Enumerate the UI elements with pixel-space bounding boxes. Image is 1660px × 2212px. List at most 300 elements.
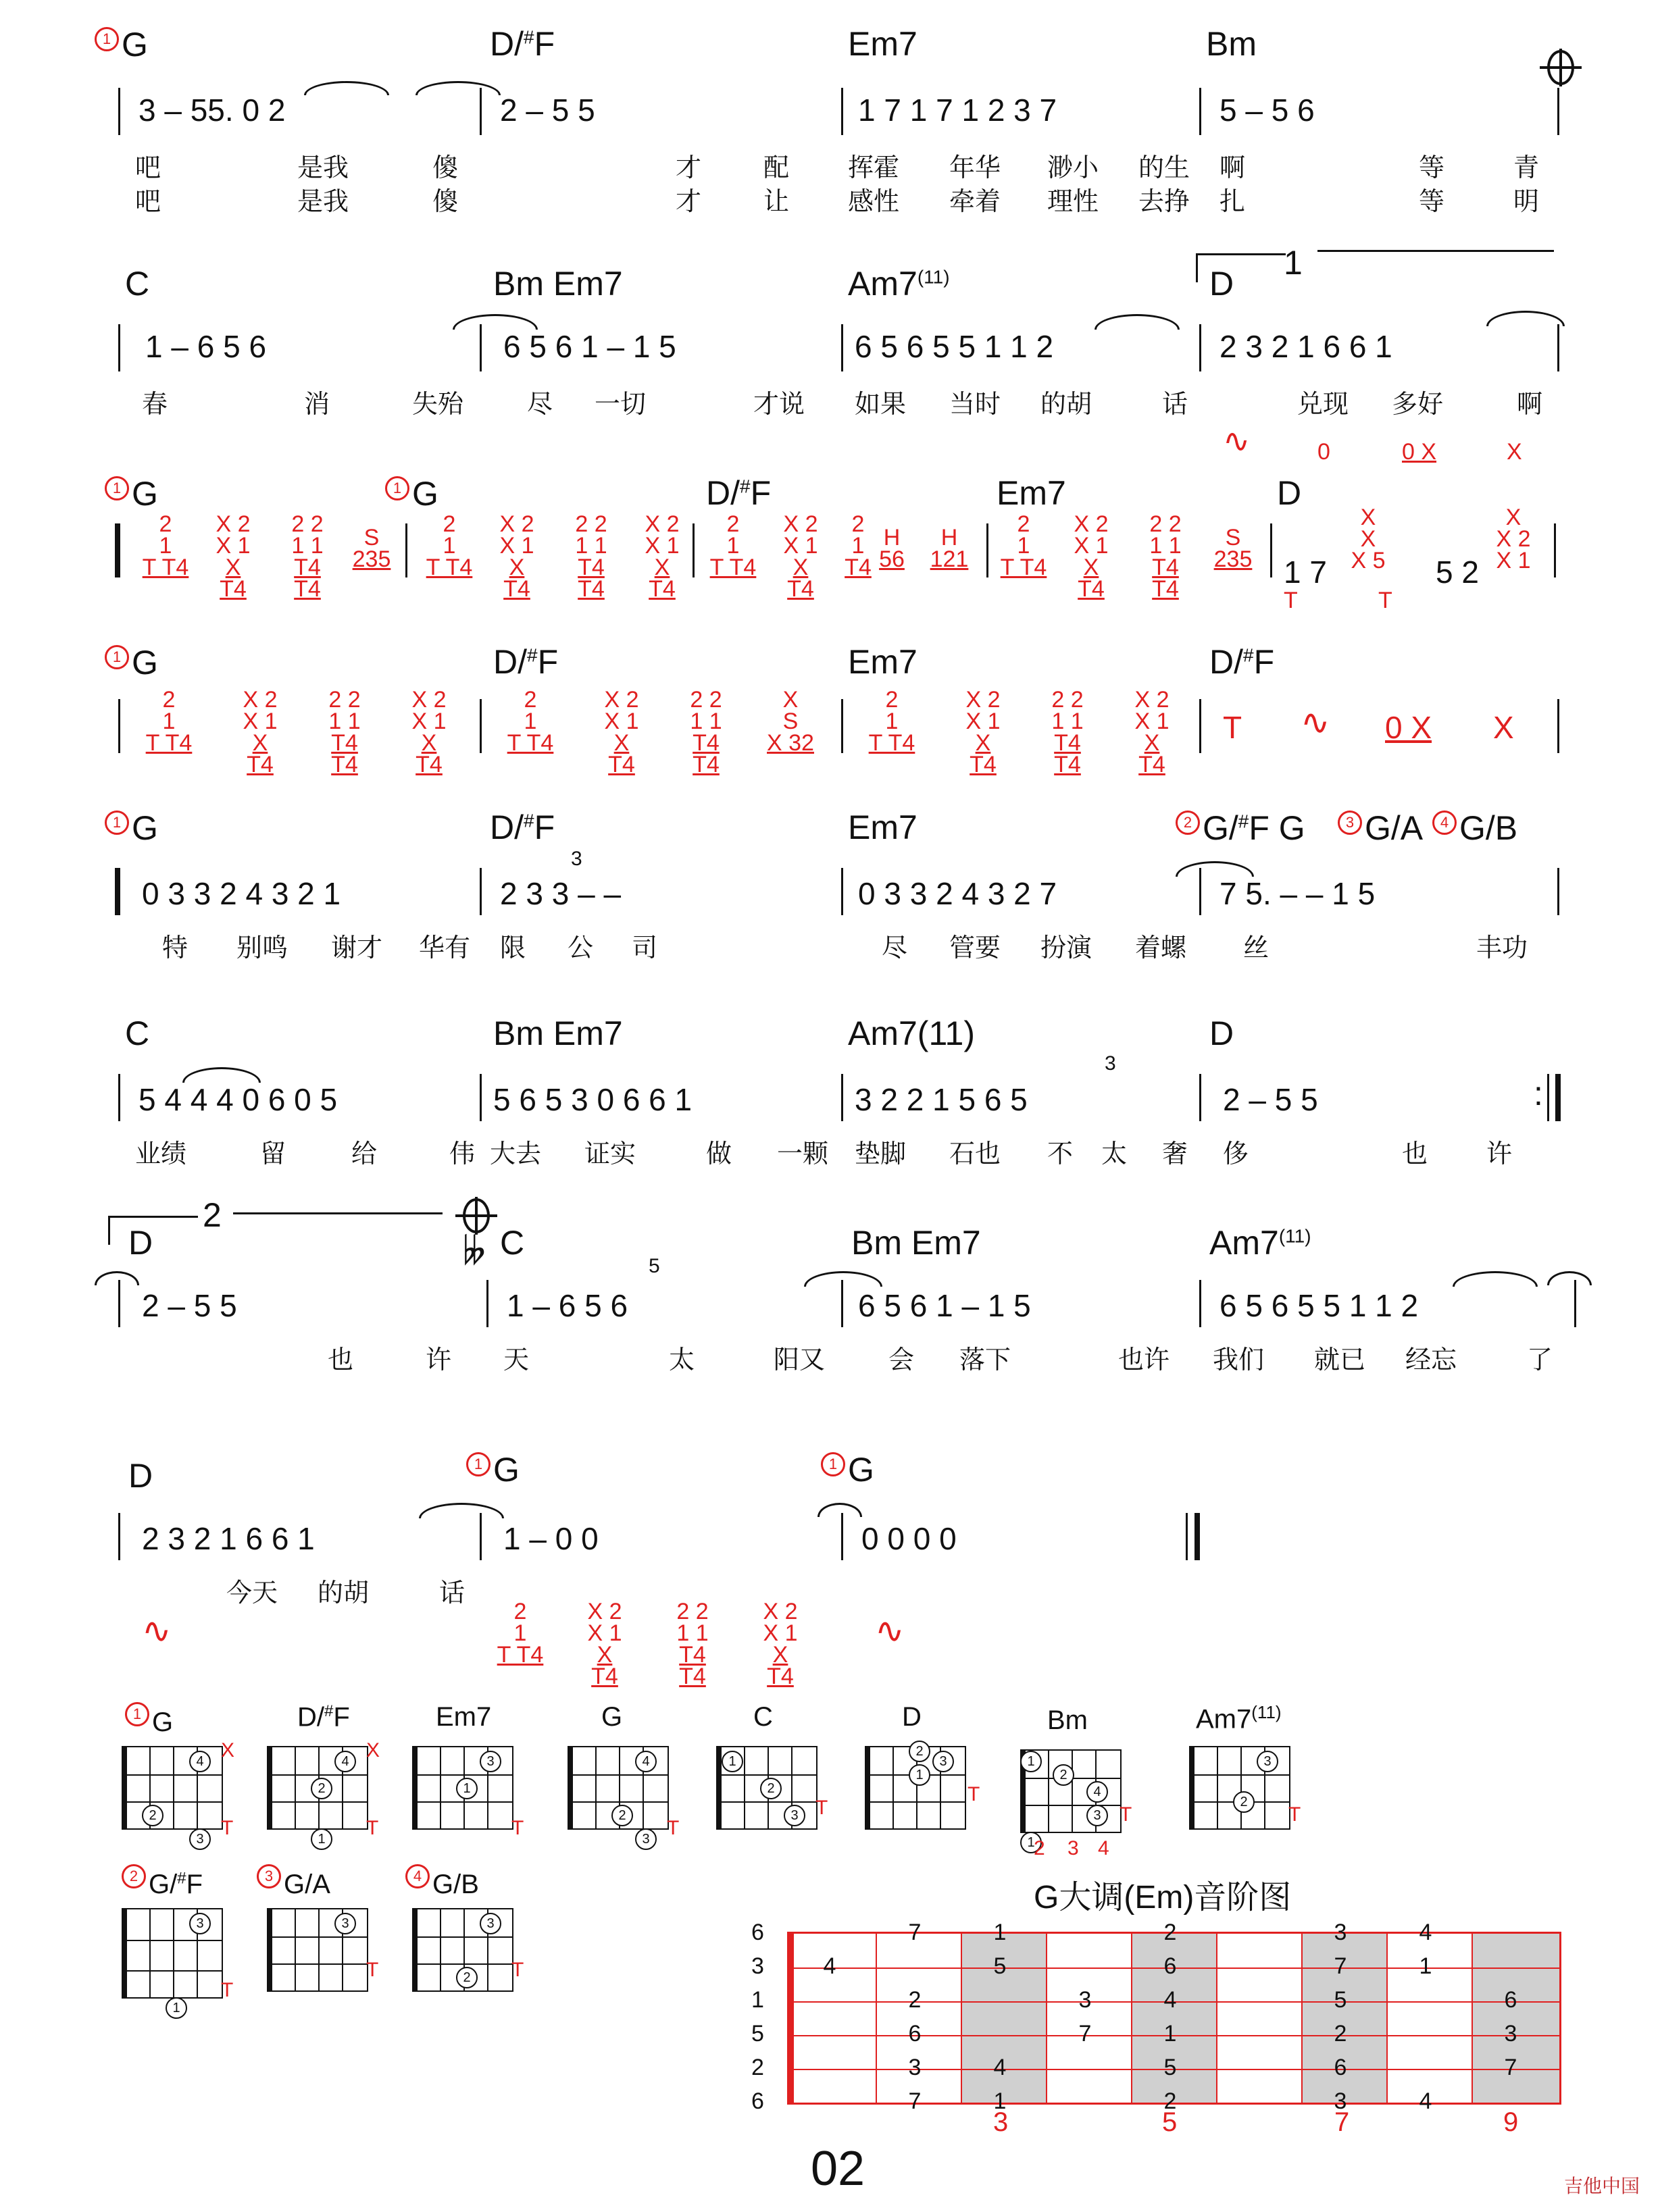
scale-note: 4 <box>1419 2088 1432 2114</box>
bar-line <box>1574 1280 1576 1327</box>
lyric-word: 也许 <box>1118 1346 1170 1374</box>
lyric-word: 别鸣 <box>236 934 288 962</box>
lyric-word: 扎 <box>1219 188 1246 216</box>
finger-number: 4 <box>1098 1837 1109 1859</box>
tab-mid: 235 <box>352 546 391 572</box>
tab-mid: 1 <box>513 1620 527 1646</box>
tab-mid: 1 <box>524 709 537 734</box>
mute-mark: X <box>366 1739 380 1761</box>
lyric-word: 丝 <box>1243 934 1269 962</box>
tab-bottom: T4 <box>845 555 872 580</box>
measure-notes: 2 3 2 1 6 6 1 <box>1219 329 1392 364</box>
lyric-word: 谢才 <box>331 934 383 962</box>
measure-notes: 7 5. – – 1 5 <box>1219 876 1376 911</box>
tab-mid: X 1 <box>243 709 278 734</box>
position-circle: 4 <box>1432 811 1457 835</box>
lyric-word: 尽 <box>527 390 553 419</box>
scale-note: 3 <box>1504 2021 1517 2047</box>
chord-name: G/ <box>1203 809 1238 847</box>
bar-line <box>841 1280 843 1327</box>
lyric-word: 挥霍 <box>848 154 900 182</box>
lyric-word: 的胡 <box>318 1579 370 1607</box>
coda-sign-icon <box>1537 47 1584 88</box>
lyric-word: 今天 <box>226 1579 278 1607</box>
position-circle: 1 <box>125 1702 149 1726</box>
chord-label <box>1338 811 1423 845</box>
tab-mid: X 1 <box>645 533 680 559</box>
bar-line <box>1557 699 1559 753</box>
measure-notes: 1 7 <box>1284 555 1327 590</box>
position-circle: 1 <box>105 476 129 500</box>
lyric-word: 做 <box>706 1140 732 1168</box>
repeat-dots-icon: : <box>1534 1075 1543 1112</box>
position-circle: 1 <box>95 27 119 51</box>
tab-bottom: T4 T4 <box>679 1642 706 1689</box>
tab-mid: X 1 <box>411 709 447 734</box>
bar-line <box>841 324 843 371</box>
diagram-name: G/ <box>149 1870 178 1899</box>
string-label: 5 <box>751 2021 764 2047</box>
slide-mark: S <box>1225 525 1241 550</box>
tab-mid: X 1 <box>1134 709 1169 734</box>
tab-bottom: T T4 <box>507 730 554 756</box>
tab-mid: X 1 <box>763 1620 798 1646</box>
lyric-word: 明 <box>1513 188 1540 216</box>
bar-line <box>118 88 120 135</box>
measure-notes: 5 4 4 4 0 6 0 5 <box>139 1082 338 1117</box>
tab-mid: 1 1 <box>575 533 607 559</box>
tab-rest: X <box>1507 439 1522 465</box>
thumb-mark: T <box>1120 1803 1132 1826</box>
fret-number: 5 <box>1162 2107 1178 2137</box>
lyric-word: 我们 <box>1213 1346 1265 1374</box>
bar-line <box>693 523 695 577</box>
lyric-word: 牵着 <box>949 188 1001 216</box>
chord-name: Bm Em7 <box>851 1224 981 1262</box>
scale-note: 1 <box>993 2088 1007 2114</box>
tab-column <box>1000 513 1047 578</box>
chord-grid <box>1189 1746 1290 1830</box>
lyric-word: 公 <box>568 934 594 962</box>
tab-bottom: T4 T4 <box>693 730 720 777</box>
scale-note: 7 <box>1334 1953 1347 1979</box>
tab-column <box>568 513 615 600</box>
lyric-word: 渺小 <box>1047 154 1099 182</box>
position-circle: 4 <box>405 1864 430 1888</box>
system-3-tab <box>0 466 1660 642</box>
tab-mid: 1 1 <box>291 533 324 559</box>
chord-label <box>848 27 917 61</box>
scale-note: 2 <box>908 1987 922 2013</box>
tie-arc <box>804 1271 882 1287</box>
lyric-word: 着螺 <box>1135 934 1187 962</box>
tie-arc <box>419 1503 504 1518</box>
measure-notes: 2 3 3 – – <box>500 876 622 911</box>
position-circle: 1 <box>105 811 129 835</box>
lyric-word: 不 <box>1047 1140 1074 1168</box>
sharp-sign: # <box>740 475 751 497</box>
finger-dot: 2 <box>611 1805 633 1826</box>
lyric-word: 留 <box>260 1140 286 1168</box>
chord-name: G <box>848 1451 874 1489</box>
lyric-word: 理性 <box>1047 188 1099 216</box>
tab-mid: 1 1 <box>690 709 722 734</box>
measure-notes: 0 3 3 2 4 3 2 7 <box>858 876 1057 911</box>
lyric-word: 尽 <box>882 934 908 962</box>
finger-dot: 3 <box>480 1913 501 1934</box>
bar-line <box>1547 1074 1549 1121</box>
lyric-word: 奢 <box>1162 1140 1188 1168</box>
tab-column <box>868 527 915 570</box>
tab-column <box>767 689 814 754</box>
slide-mark: S <box>782 709 799 734</box>
tab-bottom: X T4 <box>649 555 676 602</box>
tab-bottom: T T4 <box>426 555 473 580</box>
thumb-mark: T <box>511 1959 524 1981</box>
tab-column <box>426 513 473 578</box>
tab-top: X 2 <box>411 687 447 713</box>
tab-top: X 2 <box>1134 687 1169 713</box>
chord-grid <box>716 1746 818 1830</box>
tab-top: X <box>782 687 799 713</box>
position-circle: 1 <box>105 645 129 669</box>
bar-line <box>118 1280 120 1327</box>
volta-bracket-2 <box>108 1216 198 1245</box>
bar-line <box>118 699 120 753</box>
bar-line <box>480 868 482 915</box>
tab-bottom: T4 T4 <box>1152 555 1179 602</box>
chord-label <box>385 476 438 511</box>
arpeggio-icon: ∿ <box>1301 703 1330 742</box>
arpeggio-icon: ∿ <box>142 1612 172 1651</box>
chord-label <box>1206 27 1257 61</box>
chord-label <box>493 1014 623 1052</box>
lyric-word: 才 <box>676 188 702 216</box>
system-6 <box>0 1006 1660 1202</box>
lyric-word: 落下 <box>959 1346 1011 1374</box>
chord-grid <box>122 1746 223 1847</box>
thumb-mark: T <box>667 1817 680 1839</box>
tab-bottom: X T4 <box>416 730 443 777</box>
tab-bottom: T4 T4 <box>331 730 358 777</box>
tab-mid: 121 <box>930 546 969 572</box>
bar-line <box>841 1513 843 1560</box>
lyric-word: 啊 <box>1517 390 1543 419</box>
tab-bottom: T <box>1378 588 1392 613</box>
tab-column <box>1128 689 1176 775</box>
diagram-name: G <box>152 1707 174 1737</box>
chord-name: Bm Em7 <box>493 1014 623 1052</box>
lyric-word: 是我 <box>297 188 349 216</box>
measure-notes: 6 5 6 5 5 1 1 2 <box>855 329 1054 364</box>
thumb-mark: T <box>967 1783 980 1805</box>
scale-note: 4 <box>1419 1920 1432 1945</box>
finger-dot: 3 <box>1257 1751 1278 1772</box>
thumb-mark: T <box>366 1817 379 1839</box>
tab-bottom: X T4 <box>970 730 997 777</box>
chord-name: F <box>1253 643 1275 681</box>
lyric-word: 天 <box>503 1346 530 1374</box>
finger-dot: 4 <box>334 1751 356 1772</box>
finger-dot: 2 <box>311 1778 332 1799</box>
tab-bottom: T4 T4 <box>1054 730 1081 777</box>
scale-note: 6 <box>1163 1953 1177 1979</box>
lyric-word: 会 <box>888 1346 915 1374</box>
chord-grid <box>412 1746 513 1830</box>
tie-arc <box>416 81 501 95</box>
chord-name: D <box>128 1224 153 1262</box>
lyric-word: 当时 <box>949 390 1001 419</box>
position-circle: 1 <box>821 1452 845 1476</box>
bar-line <box>405 523 407 577</box>
lyric-word: 的生 <box>1138 154 1190 182</box>
scale-note: 6 <box>908 2021 922 2047</box>
finger-dot: 2 <box>456 1967 478 1988</box>
tab-column <box>507 689 554 754</box>
chord-name: Em7 <box>848 643 917 681</box>
diagram-name: G/B <box>432 1870 479 1899</box>
chord-superscript: (11) <box>1278 1225 1311 1247</box>
tab-bottom: X T4 <box>787 555 814 602</box>
finger-dot: 2 <box>760 1778 782 1799</box>
chord-name: C <box>500 1224 525 1262</box>
tab-column <box>1044 689 1091 775</box>
measure-notes: 2 – 5 5 <box>500 93 595 128</box>
finger-dot: 3 <box>635 1828 657 1850</box>
lyric-word: 如果 <box>855 390 907 419</box>
bar-line <box>1199 1280 1201 1327</box>
finger-dot: 1 <box>456 1778 478 1799</box>
tie-arc <box>1547 1271 1592 1285</box>
tab-mid: X 1 <box>965 709 1001 734</box>
tab-column <box>284 513 331 600</box>
tab-rest: X <box>1493 710 1514 745</box>
triplet-mark: 3 <box>571 848 582 870</box>
lyric-word: 阳又 <box>774 1346 826 1374</box>
lyric-word: 限 <box>500 934 526 962</box>
position-circle: 3 <box>257 1864 281 1888</box>
chord-label <box>821 1452 874 1487</box>
scale-note: 7 <box>908 1920 922 1945</box>
lyric-word: 感性 <box>848 188 900 216</box>
tab-column <box>497 1601 544 1666</box>
chord-label <box>466 1452 520 1487</box>
tab-bottom: X T4 <box>1138 730 1165 777</box>
chord-label <box>706 476 771 510</box>
lyric-word: 兑现 <box>1297 390 1349 419</box>
lyric-word: 一颗 <box>777 1140 829 1168</box>
lyric-word: 的胡 <box>1040 390 1092 419</box>
measure-notes: 2 3 2 1 6 6 1 <box>142 1521 315 1556</box>
scale-note: 3 <box>1334 2088 1347 2114</box>
chord-label <box>848 645 917 679</box>
chord-grid <box>568 1746 669 1847</box>
lyric-word: 华有 <box>419 934 471 962</box>
tab-top: 2 <box>443 511 456 537</box>
tab-top: 2 2 <box>291 511 324 537</box>
scale-note: 6 <box>1504 1987 1517 2013</box>
tie-arc <box>453 314 538 330</box>
tab-bottom: T T4 <box>868 730 915 756</box>
string-label: 2 <box>751 2055 764 2080</box>
scale-note: 7 <box>908 2088 922 2114</box>
chord-label <box>1209 645 1274 679</box>
tab-top: 2 <box>726 511 740 537</box>
lyric-word: 特 <box>162 934 188 962</box>
lyric-word: 太 <box>1101 1140 1128 1168</box>
lyric-word: 大去 <box>490 1140 542 1168</box>
lyric-word: 让 <box>763 188 790 216</box>
measure-notes: 1 – 0 0 <box>503 1521 599 1556</box>
system-1 <box>0 20 1660 236</box>
tab-column <box>145 689 193 754</box>
lyric-word: 才 <box>676 154 702 182</box>
chord-label <box>490 808 555 846</box>
sharp-sign: # <box>1243 644 1254 666</box>
tab-top: 2 <box>513 1599 527 1624</box>
bar-line <box>986 523 988 577</box>
tab-top: X 2 <box>1074 511 1109 537</box>
scale-note: 7 <box>1078 2021 1092 2047</box>
tab-column <box>581 1601 628 1687</box>
tab-mid: 56 <box>879 546 905 572</box>
tab-mid: X 1 <box>1074 533 1109 559</box>
lyric-word: 太 <box>669 1346 695 1374</box>
tab-column <box>142 513 189 578</box>
scale-note: 3 <box>1078 1987 1092 2013</box>
chord-name: Bm <box>1206 25 1257 63</box>
system-8 <box>0 1439 1660 1689</box>
chord-label <box>1209 267 1234 301</box>
tab-top: 2 2 <box>328 687 361 713</box>
tab-top: 2 2 <box>676 1599 709 1624</box>
tab-top: X 2 <box>763 1599 798 1624</box>
lyric-word: 青 <box>1513 154 1540 182</box>
system-2 <box>0 243 1660 473</box>
tab-bottom: T4 T4 <box>578 555 605 602</box>
lyric-word: 也 <box>328 1346 354 1374</box>
diagram-name: D <box>902 1702 922 1732</box>
lyric-word: 一切 <box>595 390 647 419</box>
chord-name: Am7(11) <box>848 1014 976 1052</box>
lyric-word: 话 <box>439 1579 466 1607</box>
chord-name: G <box>132 644 158 681</box>
bar-line <box>118 1074 120 1121</box>
finger-dot: 4 <box>635 1751 657 1772</box>
finger-dot: 1 <box>1020 1751 1042 1772</box>
chord-label <box>1209 1226 1311 1260</box>
finger-number: 2 <box>1034 1837 1045 1859</box>
thumb-mark: T <box>366 1959 379 1981</box>
scale-note: 6 <box>1334 2055 1347 2080</box>
finger-dot: 3 <box>1086 1805 1108 1826</box>
scale-note: 5 <box>1163 2055 1177 2080</box>
scale-note: 4 <box>823 1953 836 1979</box>
tab-top: X 2 <box>587 1599 622 1624</box>
tab-column <box>709 513 757 578</box>
finger-dot: 1 <box>909 1764 930 1786</box>
bar-line <box>486 1280 488 1327</box>
thumb-mark: T <box>815 1797 828 1819</box>
lyric-word: 司 <box>632 934 658 962</box>
lyric-word: 业绩 <box>135 1140 187 1168</box>
scale-note: 5 <box>993 1953 1007 1979</box>
measure-notes: 6 5 6 1 – 1 5 <box>858 1288 1031 1323</box>
lyric-word: 失殆 <box>412 390 464 419</box>
string-label: 6 <box>751 2088 764 2114</box>
chord-label <box>105 476 158 511</box>
lyric-word: 话 <box>1162 390 1188 419</box>
measure-notes: 5 – 5 6 <box>1219 93 1315 128</box>
tab-top: X 2 <box>216 511 251 537</box>
tab-column <box>926 527 973 570</box>
chord-grid <box>267 1908 368 1992</box>
tie-arc <box>1176 861 1254 877</box>
chord-name: G <box>122 26 148 63</box>
tab-top: X 2 <box>604 687 639 713</box>
tab-column <box>959 689 1007 775</box>
string-label: 6 <box>751 1920 764 1945</box>
tab-top: 2 2 <box>575 511 607 537</box>
finger-dot: 3 <box>189 1828 211 1850</box>
chord-grid <box>267 1746 368 1847</box>
diagram-name: F <box>186 1870 203 1899</box>
tab-mid: 235 <box>1213 546 1253 572</box>
chord-name: F <box>537 643 559 681</box>
chord-name: D/ <box>493 643 527 681</box>
sharp-sign: # <box>1238 811 1249 832</box>
tie-arc <box>182 1067 261 1083</box>
tab-mid: 1 <box>162 709 176 734</box>
tab-top: X <box>1360 505 1376 530</box>
finger-dot: 3 <box>334 1913 356 1934</box>
repeat-start-bar <box>115 868 120 915</box>
chord-name: F <box>750 474 772 512</box>
measure-notes: 1 7 1 7 1 2 3 7 <box>858 93 1057 128</box>
chord-label <box>1432 811 1517 845</box>
finger-dot: 4 <box>1086 1781 1108 1803</box>
diagram-name: Am7 <box>1196 1704 1252 1734</box>
chord-name: G/B <box>1459 809 1518 847</box>
chord-name: Em7 <box>848 808 917 846</box>
chord-name: D <box>128 1457 153 1495</box>
tab-bottom: X T4 <box>608 730 635 777</box>
tie-arc <box>1486 311 1565 326</box>
chord-label <box>128 1459 153 1493</box>
tab-bottom: X T4 <box>591 1642 618 1689</box>
tab-column <box>638 513 686 600</box>
tab-column <box>669 1601 716 1687</box>
lyric-word: 丰功 <box>1476 934 1528 962</box>
bar-line <box>841 699 843 753</box>
measure-notes: 5 6 5 3 0 6 6 1 <box>493 1082 693 1117</box>
finger-dot: 2 <box>142 1805 164 1826</box>
bar-line <box>841 1074 843 1121</box>
chord-name: Bm Em7 <box>493 265 623 303</box>
tab-bottom: X T4 <box>220 555 247 602</box>
tie-arc <box>1095 314 1180 330</box>
measure-notes: 6 5 6 5 5 1 1 2 <box>1219 1288 1419 1323</box>
bar-line <box>480 1074 482 1121</box>
scale-note: 2 <box>1334 2021 1347 2047</box>
lyric-word: 才说 <box>753 390 805 419</box>
tab-mid: X 1 <box>604 709 639 734</box>
measure-notes: 5 2 <box>1436 555 1479 590</box>
measure-notes: 0 3 3 2 4 3 2 1 <box>142 876 341 911</box>
tab-column <box>757 1601 804 1687</box>
site-logo: 吉他中国 <box>1563 2176 1640 2196</box>
tab-top: 2 <box>885 687 899 713</box>
